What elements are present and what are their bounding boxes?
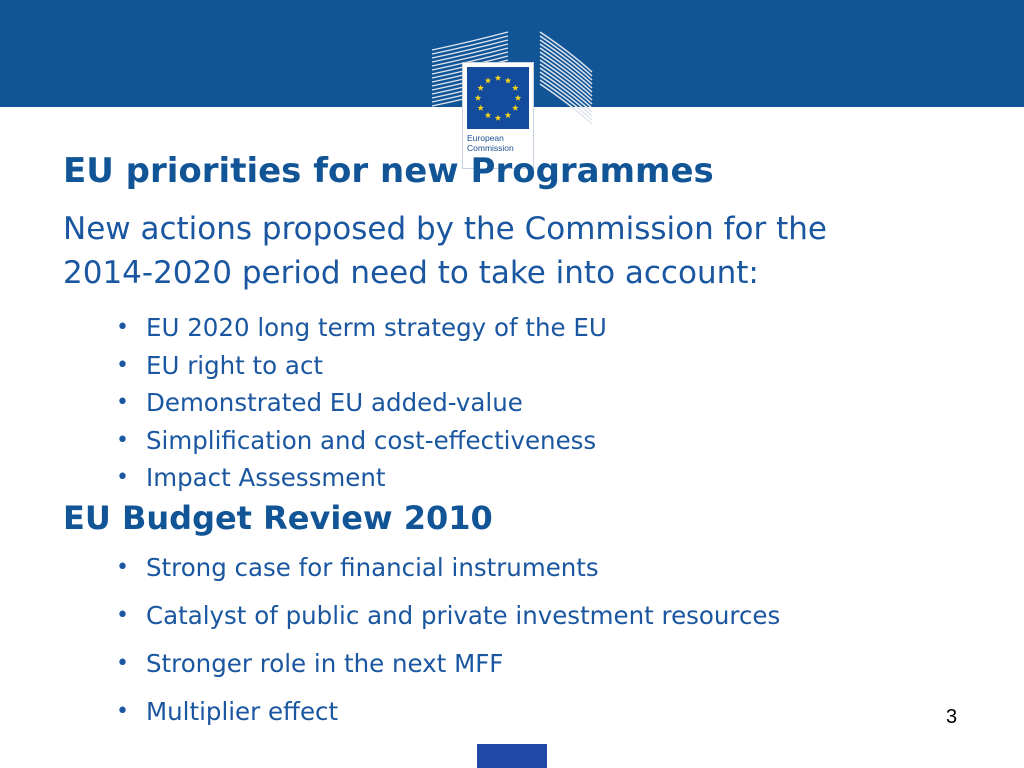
flag-star-icon bbox=[505, 112, 511, 118]
bullet-icon: • bbox=[116, 352, 129, 378]
flag-star-icon bbox=[512, 85, 518, 91]
bullet-icon: • bbox=[116, 315, 129, 340]
flag-star-icon bbox=[477, 105, 483, 111]
logo-wordmark-line1: European bbox=[467, 133, 504, 143]
flag-star-icon bbox=[477, 85, 483, 91]
flag-star-icon bbox=[485, 77, 491, 83]
logo-wordmark-line2: Commission bbox=[467, 143, 514, 153]
list-item bbox=[110, 422, 607, 460]
footer-flag-icon bbox=[477, 744, 547, 768]
list-item-text: Impact Assessment bbox=[146, 463, 386, 492]
list-item bbox=[110, 309, 607, 347]
flag-star-icon bbox=[485, 112, 491, 118]
bullet-icon: • bbox=[116, 651, 129, 676]
list-item bbox=[110, 384, 607, 422]
intro-paragraph bbox=[63, 207, 963, 295]
flag-star-icon bbox=[515, 95, 521, 101]
list-item bbox=[110, 548, 780, 596]
bullet-icon: • bbox=[116, 427, 129, 453]
budget-review-list bbox=[110, 548, 780, 740]
list-item-text: Strong case for financial instruments bbox=[146, 553, 599, 582]
list-item bbox=[110, 596, 780, 644]
list-item-text: Simplification and cost-effectiveness bbox=[146, 425, 597, 455]
priorities-list bbox=[110, 309, 607, 497]
list-item bbox=[110, 459, 607, 497]
flag-star-icon bbox=[475, 95, 481, 101]
bullet-icon: • bbox=[116, 465, 129, 490]
bullet-icon: • bbox=[116, 390, 129, 415]
bullet-icon: • bbox=[116, 555, 129, 580]
intro-line-2: 2014-2020 period need to take into account: bbox=[63, 255, 759, 291]
slide-title: EU priorities for new Programmes bbox=[63, 151, 714, 191]
eu-flag-icon bbox=[467, 67, 529, 129]
flag-star-icon bbox=[495, 115, 501, 121]
list-item-text: Multiplier effect bbox=[146, 697, 339, 726]
list-item bbox=[110, 644, 780, 692]
list-item-text: EU right to act bbox=[146, 350, 324, 380]
bullet-icon: • bbox=[116, 699, 129, 724]
list-item bbox=[110, 692, 780, 740]
page-number: 3 bbox=[946, 706, 958, 728]
intro-line-1: New actions proposed by the Commission for the bbox=[63, 211, 827, 247]
flag-star-icon bbox=[512, 105, 518, 111]
list-item-text: Stronger role in the next MFF bbox=[146, 649, 504, 678]
bullet-icon: • bbox=[116, 603, 129, 628]
european-commission-logo bbox=[430, 28, 594, 153]
list-item bbox=[110, 347, 607, 385]
list-item-text: Catalyst of public and private investment resources bbox=[146, 601, 781, 630]
budget-review-heading: EU Budget Review 2010 bbox=[63, 499, 493, 537]
list-item-text: Demonstrated EU added-value bbox=[146, 388, 523, 417]
flag-star-icon bbox=[505, 77, 511, 83]
flag-star-icon bbox=[495, 75, 501, 81]
list-item-text: EU 2020 long term strategy of the EU bbox=[146, 313, 607, 342]
